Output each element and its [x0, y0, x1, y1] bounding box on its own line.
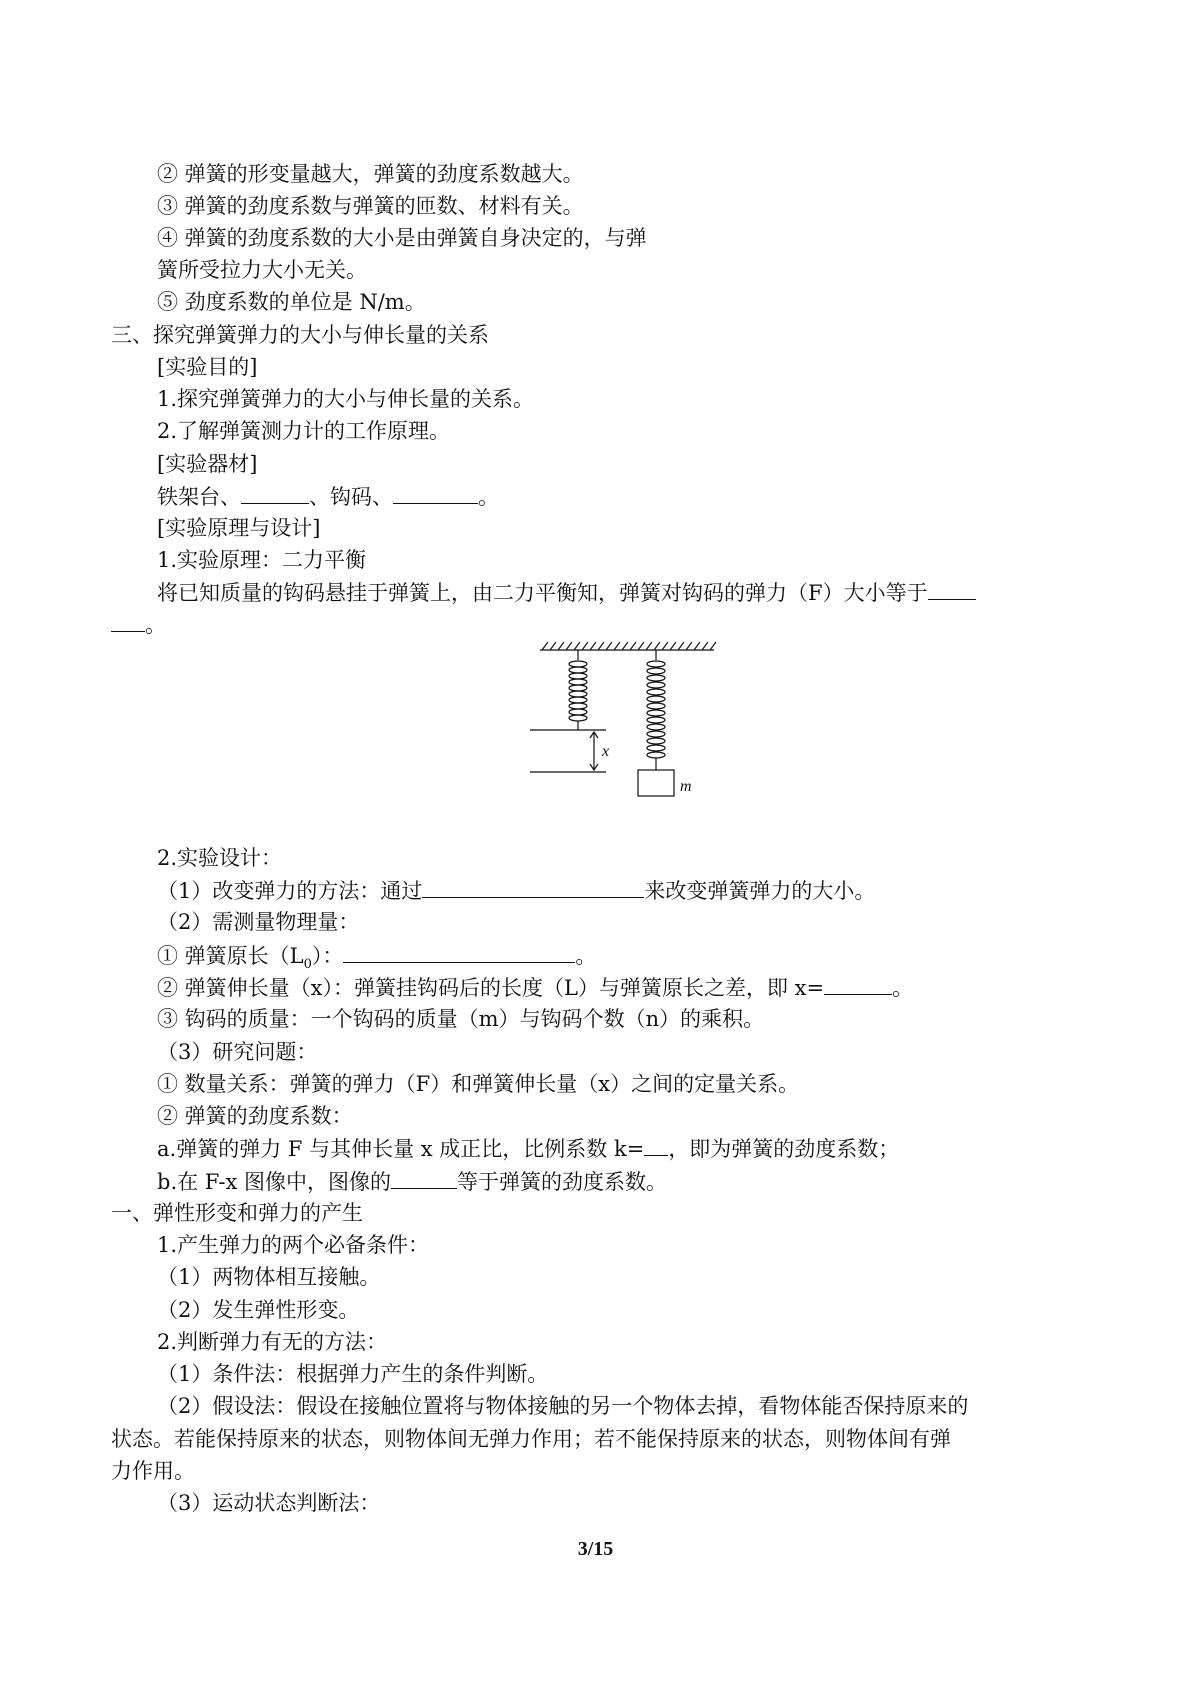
- text-line: 1.探究弹簧弹力的大小与伸长量的关系。: [157, 387, 535, 411]
- text-line: 2.判断弹力有无的方法：: [157, 1330, 388, 1354]
- text-line: 2.了解弹簧测力计的工作原理。: [157, 419, 451, 443]
- text-line: 簧所受拉力大小无关。: [157, 258, 367, 282]
- text-line: [157, 940, 597, 973]
- text-line: 1.实验原理：二力平衡: [157, 548, 367, 572]
- text-fragment: 铁架台、: [157, 485, 241, 509]
- ceiling: [540, 642, 716, 650]
- text-line: （2）发生弹性形变。: [157, 1298, 360, 1322]
- text-fragment: 等于弹簧的劲度系数。: [457, 1170, 668, 1194]
- text-fragment: 。: [145, 613, 166, 637]
- text-line: ⑤ 劲度系数的单位是 N/m。: [157, 290, 426, 314]
- fill-blank: [241, 481, 309, 504]
- text-line: [实验目的]: [157, 355, 258, 379]
- text-fragment: a.弹簧的弹力 F 与其伸长量 x 成正比，比例系数 k=: [157, 1137, 645, 1161]
- text-line: [157, 1166, 667, 1196]
- text-fragment: ① 弹簧原长（L: [157, 944, 304, 968]
- fill-blank: [928, 577, 976, 600]
- text-line: （3）研究问题：: [157, 1040, 318, 1064]
- text-line: [157, 577, 976, 607]
- fill-blank: [391, 1166, 457, 1189]
- fill-blank: [422, 875, 644, 898]
- text-line: 2.实验设计：: [157, 846, 283, 870]
- text-fragment: ② 弹簧伸长量（x）：弹簧挂钩码后的长度（L）与弹簧原长之差，即 x=: [157, 976, 825, 1000]
- fill-blank: [111, 609, 145, 632]
- text-line: [157, 481, 499, 511]
- text-fragment: 、钩码、: [309, 485, 393, 509]
- text-line: ③ 弹簧的劲度系数与弹簧的匝数、材料有关。: [157, 194, 584, 218]
- text-line: 力作用。: [111, 1459, 195, 1483]
- loaded-spring: [647, 650, 665, 770]
- extension-marker: [530, 730, 606, 772]
- text-fragment: 。: [575, 944, 597, 968]
- text-fragment: b.在 F-x 图像中，图像的: [157, 1170, 392, 1194]
- text-line: （1）条件法：根据弹力产生的条件判断。: [157, 1362, 549, 1386]
- label-x: x: [602, 743, 610, 760]
- text-line: （3）运动状态判断法：: [157, 1491, 381, 1515]
- text-line: [157, 1133, 899, 1163]
- subscript: 0: [303, 957, 312, 973]
- text-fragment: ，即为弹簧的劲度系数；: [668, 1137, 900, 1161]
- text-line: ③ 钩码的质量：一个钩码的质量（m）与钩码个数（n）的乘积。: [157, 1007, 765, 1031]
- text-fragment: 来改变弹簧弹力的大小。: [644, 879, 876, 903]
- section-heading: 三、探究弹簧弹力的大小与伸长量的关系: [111, 323, 489, 347]
- unloaded-spring: [569, 650, 587, 730]
- text-line: ④ 弹簧的劲度系数的大小是由弹簧自身决定的，与弹: [157, 226, 647, 250]
- fill-blank: [644, 1133, 668, 1156]
- text-fragment: 。: [478, 485, 499, 509]
- text-line: 状态。若能保持原来的状态，则物体间无弹力作用；若不能保持原来的状态，则物体间有弹: [111, 1427, 951, 1451]
- text-line: [157, 972, 913, 1002]
- text-line: （2）需测量物理量：: [157, 910, 360, 934]
- text-line: ② 弹簧的劲度系数：: [157, 1104, 353, 1128]
- text-line: （1）两物体相互接触。: [157, 1265, 381, 1289]
- section-heading: 一、弹性形变和弹力的产生: [111, 1201, 363, 1225]
- label-m: m: [680, 778, 692, 795]
- text-fragment: 。: [892, 976, 914, 1000]
- hanging-weight: [638, 770, 674, 796]
- text-line: 1.产生弹力的两个必备条件：: [157, 1233, 430, 1257]
- text-line: ② 弹簧的形变量越大，弹簧的劲度系数越大。: [157, 162, 584, 186]
- text-line: [实验器材]: [157, 452, 258, 476]
- text-fragment: （1）改变弹力的方法：通过: [157, 879, 423, 903]
- text-line: ① 数量关系：弹簧的弹力（F）和弹簧伸长量（x）之间的定量关系。: [157, 1072, 800, 1096]
- text-line: [实验原理与设计]: [157, 516, 321, 540]
- text-line: [157, 875, 875, 905]
- text-fragment: 将已知质量的钩码悬挂于弹簧上，由二力平衡知，弹簧对钩码的弹力（F）大小等于: [157, 581, 928, 605]
- text-fragment: ）：: [311, 944, 344, 968]
- text-line: [111, 609, 166, 639]
- fill-blank: [824, 972, 892, 995]
- page-number: 3/15: [577, 1538, 614, 1560]
- fill-blank: [393, 481, 478, 504]
- spring-diagram: [530, 636, 730, 826]
- text-line: （2）假设法：假设在接触位置将与物体接触的另一个物体去掉，看物体能否保持原来的: [157, 1394, 969, 1418]
- fill-blank: [343, 940, 575, 963]
